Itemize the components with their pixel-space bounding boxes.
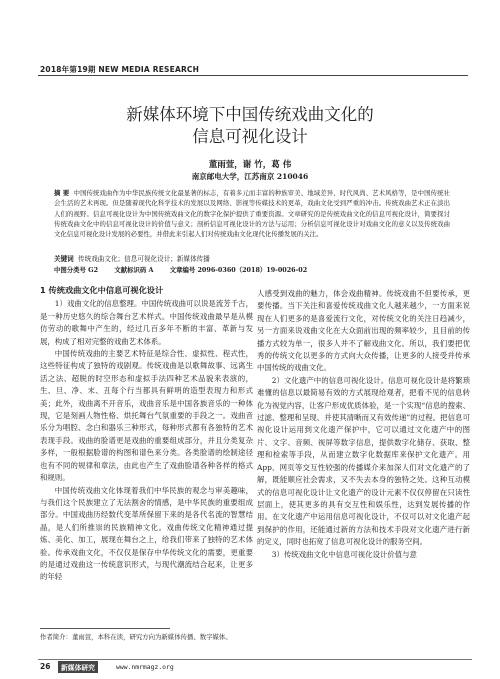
footer-rule bbox=[38, 659, 472, 660]
keywords-text: 传统戏曲文化；信息可视化设计；新媒体传播 bbox=[77, 255, 210, 263]
keywords-label: 关键词 bbox=[54, 255, 74, 263]
paragraph: 中国传统戏曲文化体现着我们中华民族的观念与审美趣味，与我们这个民族建立了无法割舍的情感，是中华民族的重要组成部分。中国戏曲历经数代变革所保留下来的是各代名流的智慧结晶，是人们所推崇的民族精神文化。戏曲传统文化精神通过提炼、美化、加工，展现在舞台之上，给我们带来了独特的艺术体验。传承戏曲文化，不仅仅是保存中华传统文化的需要，更重要的是通过戏曲这一传统意识形式，与现代潮流结合起来，让更多的年轻 bbox=[40, 485, 253, 582]
title-line-1: 新媒体环境下中国传统戏曲文化的 bbox=[126, 105, 374, 124]
footnote-rule bbox=[40, 628, 170, 629]
classification-line bbox=[54, 265, 474, 274]
paragraph: 人感受到戏曲的魅力，体会戏曲精神。传统戏曲不但要传承，更要传播。当下关注和喜爱传统戏曲文化人越来越少，一方面来说现在人们更多的是喜爱流行文化，对传统文化的关注日趋减少，另一方面来说戏曲文化在大众面前出现的频率较少，且目前的传播方式较为单一，很多人并不了解戏曲文化。所以，我们要把优秀的传统文化以更多的方式向大众传播，让更多的人接受并传承中国传统的戏曲文化。 bbox=[257, 289, 470, 373]
header-rule bbox=[38, 75, 468, 76]
issue-header: 2018年第19期 NEW MEDIA RESEARCH bbox=[40, 65, 200, 74]
paragraph: 中国传统戏曲的主要艺术特征是综合性、虚拟性、程式性，这些特征构成了独特的戏剧观。传统戏曲是以歌舞故事、远离生活之法、超脱的时空形态和虚拟手法四种艺术品貌来表演的，生、旦、净、末、丑每个行当都具有鲜明的造型表现力和形式美；此外，戏曲离不开音乐，戏曲音乐是中国各族音乐的一种体现，它是刻画人物性格、烘托舞台气氛重要的手段之一。戏曲音乐分为唱腔、念白和器乐三种形式，每种形式都有各独特的艺术表现手段。戏曲的脸谱更是戏曲的重要组成部分，并且分类复杂多样，一般根据脸谱的构图和谱色来分类。各类脸谱的绘制途径也有不同的规律和章法，由此也产生了戏曲脸谱各种各样的格式和规则。 bbox=[40, 349, 253, 483]
page-number: 26 bbox=[40, 662, 51, 671]
authors: 董雨萱，谢 竹，葛 伟 bbox=[208, 160, 292, 170]
abstract bbox=[54, 188, 450, 239]
paragraph: 3）传统戏曲文化中信息可视化设计价值与意 bbox=[271, 549, 417, 559]
section-heading: 1 传统戏曲文化中信息可视化设计 bbox=[40, 285, 164, 295]
abstract-label: 摘 要 bbox=[54, 189, 70, 197]
title-line-2: 信息可视化设计 bbox=[192, 127, 308, 146]
abstract-text: 中国传统戏曲作为中华民族传统文化最显著的标志，有着多元而丰富的种族审美、地域差异、时代风尚、艺术风格等，是中国传统社会生活的艺术再现。但是随着现代化科学技术的发展以及网络、影视等传媒技术的更革，戏曲文化受到严重的冲击。传统戏曲艺术正在淡出人们的视野。信息可视化设计为中国传统戏曲文化的数字化保护提供了重要资源。文章研究的是传统戏曲文化的信息可视化设计，简要探讨传统戏曲文化中的信息可视化设计的价值与意义；剖析信息可视化设计的方法与运用；分析信息可视化设计对戏曲文化的意义以及传统戏曲文化信息可视化设计发展的必要性，并借此来引起人们对传统戏曲文化现代化传播发展的关注。 bbox=[54, 189, 450, 239]
paragraph: 2）文化遗产中的信息可视化设计。信息可视化设计是将繁琐难懂的信息以最简易有效的方式展现给观者，把看不见的信息转化为视觉内容，让客户形成优质体验，是一个实现“信息的搜索、过滤、整理和呈现、并使其清晰而又有效传递”的过程。把信息可视化设计运用到文化遗产保护中，它可以通过文化遗产中的图片、文字、音频、视屏等数字信息，提供数字化储存、获取、整理和检索等手段，从而建立数字化数据库来保护文化遗产。用App、网页等交互性较强的传播媒介来加深人们对文化遗产的了解，既能顺应社会需求，又不失去本身的独特之处。这种互动模式的信息可视化设计让文化遗产的设计元素不仅仅停留在只读性层面上，使其更多的具有交互性和娱乐性，达到发展传播的作用。在文化遗产中运用信息可视化设计，不仅可以对文化遗产起到保护的作用，还能通过新的方法和技术手段对文化遗产进行新的定义，同时也拓宽了信息可视化设计的服务空间。 bbox=[257, 375, 470, 547]
journal-name: 新媒体研究 bbox=[58, 661, 98, 673]
clc-number: 中图分类号 G2 bbox=[54, 266, 99, 274]
right-column bbox=[257, 288, 470, 561]
footnote: 作者简介：董雨萱，本科在读，研究方向为新媒体传播、数字媒体。 bbox=[40, 633, 232, 641]
document-code: 文献标识码 A bbox=[114, 266, 154, 274]
keywords bbox=[54, 253, 454, 263]
paragraph: 1）戏曲文化的信息整理。中国传统戏曲可以说是流芳千古，是一种历史悠久的综合舞台艺术样式。中国传统戏曲最早是从模仿劳动的歌舞中产生的，经过几百多年不断的丰富、革新与发展，构成了相对完整的戏曲艺术体系。 bbox=[40, 299, 253, 346]
article-number: 文章编号 2096-0360（2018）19-0026-02 bbox=[169, 266, 308, 274]
journal-url: www.nmrmagz.org bbox=[116, 663, 174, 671]
left-column bbox=[40, 282, 253, 584]
affiliation: 南京邮电大学，江苏南京 210046 bbox=[191, 172, 309, 181]
